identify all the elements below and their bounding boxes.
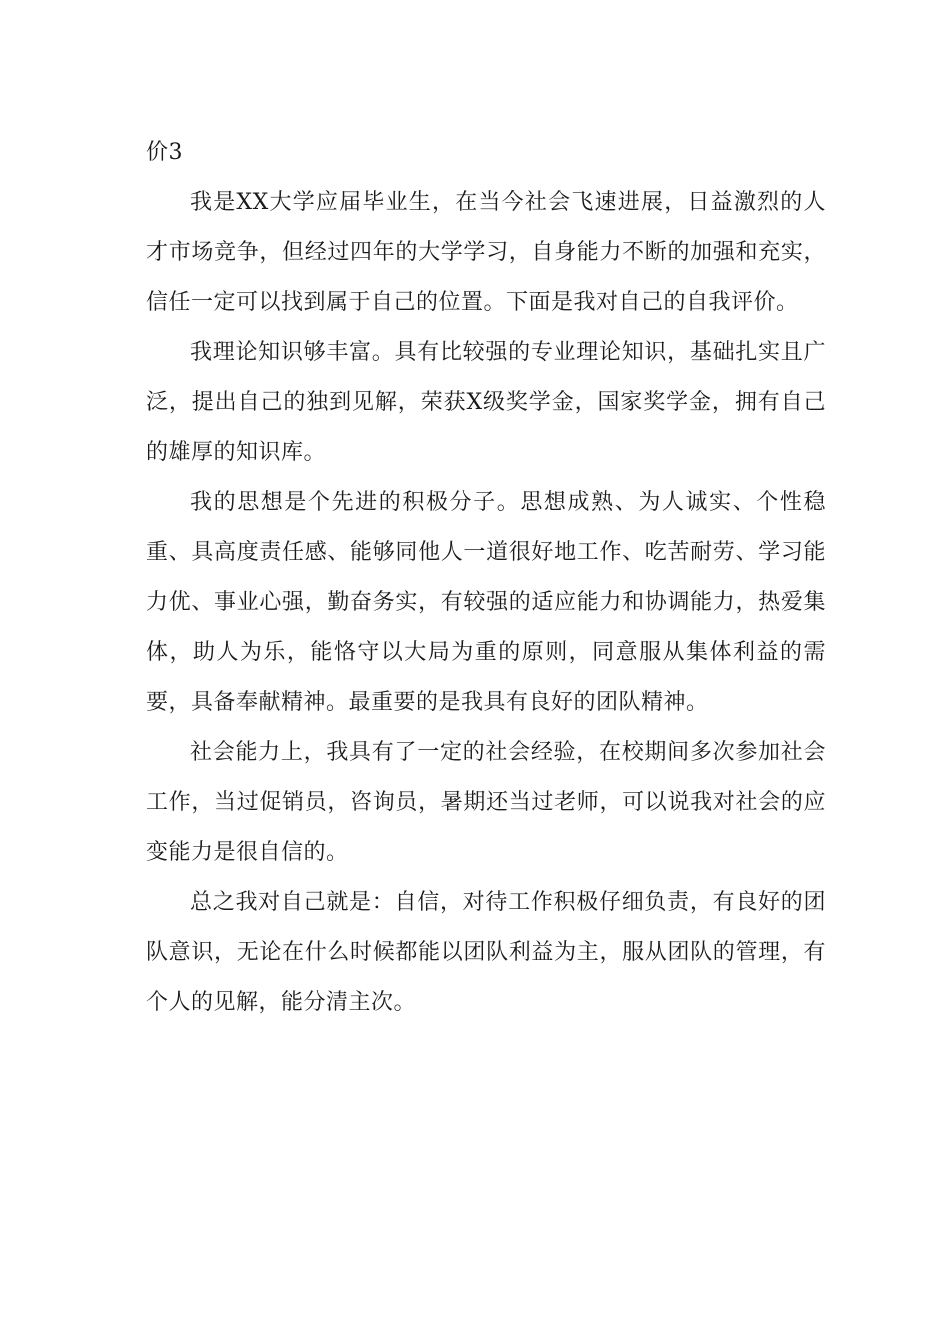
paragraph-character: 我的思想是个先进的积极分子。思想成熟、为人诚实、个性稳重、具高度责任感、能够同他人一道很好地工作、吃苦耐劳、学习能力优、事业心强，勤奋务实，有较强的适应能力和协调能力，热爱集体，助人为乐，能恪守以大局为重的原则，同意服从集体利益的需要，具备奉献精神。最重要的是我具有良好的团队精神。 [146, 490, 826, 715]
paragraph-knowledge: 我理论知识够丰富。具有比较强的专业理论知识，基础扎实且广泛，提出自己的独到见解，荣获X级奖学金，国家奖学金，拥有自己的雄厚的知识库。 [146, 340, 826, 465]
paragraph-introduction: 我是XX大学应届毕业生，在当今社会飞速进展，日益激烈的人才市场竞争，但经过四年的大学学习，自身能力不断的加强和充实，信任一定可以找到属于自己的位置。下面是我对自己的自我评价。 [146, 190, 826, 315]
paragraph-conclusion: 总之我对自己就是：自信，对待工作积极仔细负责，有良好的团队意识，无论在什么时候都能以团队利益为主，服从团队的管理，有个人的见解，能分清主次。 [146, 890, 826, 1015]
document-body [146, 128, 826, 1028]
continued-heading-fragment: 价3 [146, 140, 183, 165]
paragraph-social-ability: 社会能力上，我具有了一定的社会经验，在校期间多次参加社会工作，当过促销员，咨询员，暑期还当过老师，可以说我对社会的应变能力是很自信的。 [146, 740, 826, 865]
